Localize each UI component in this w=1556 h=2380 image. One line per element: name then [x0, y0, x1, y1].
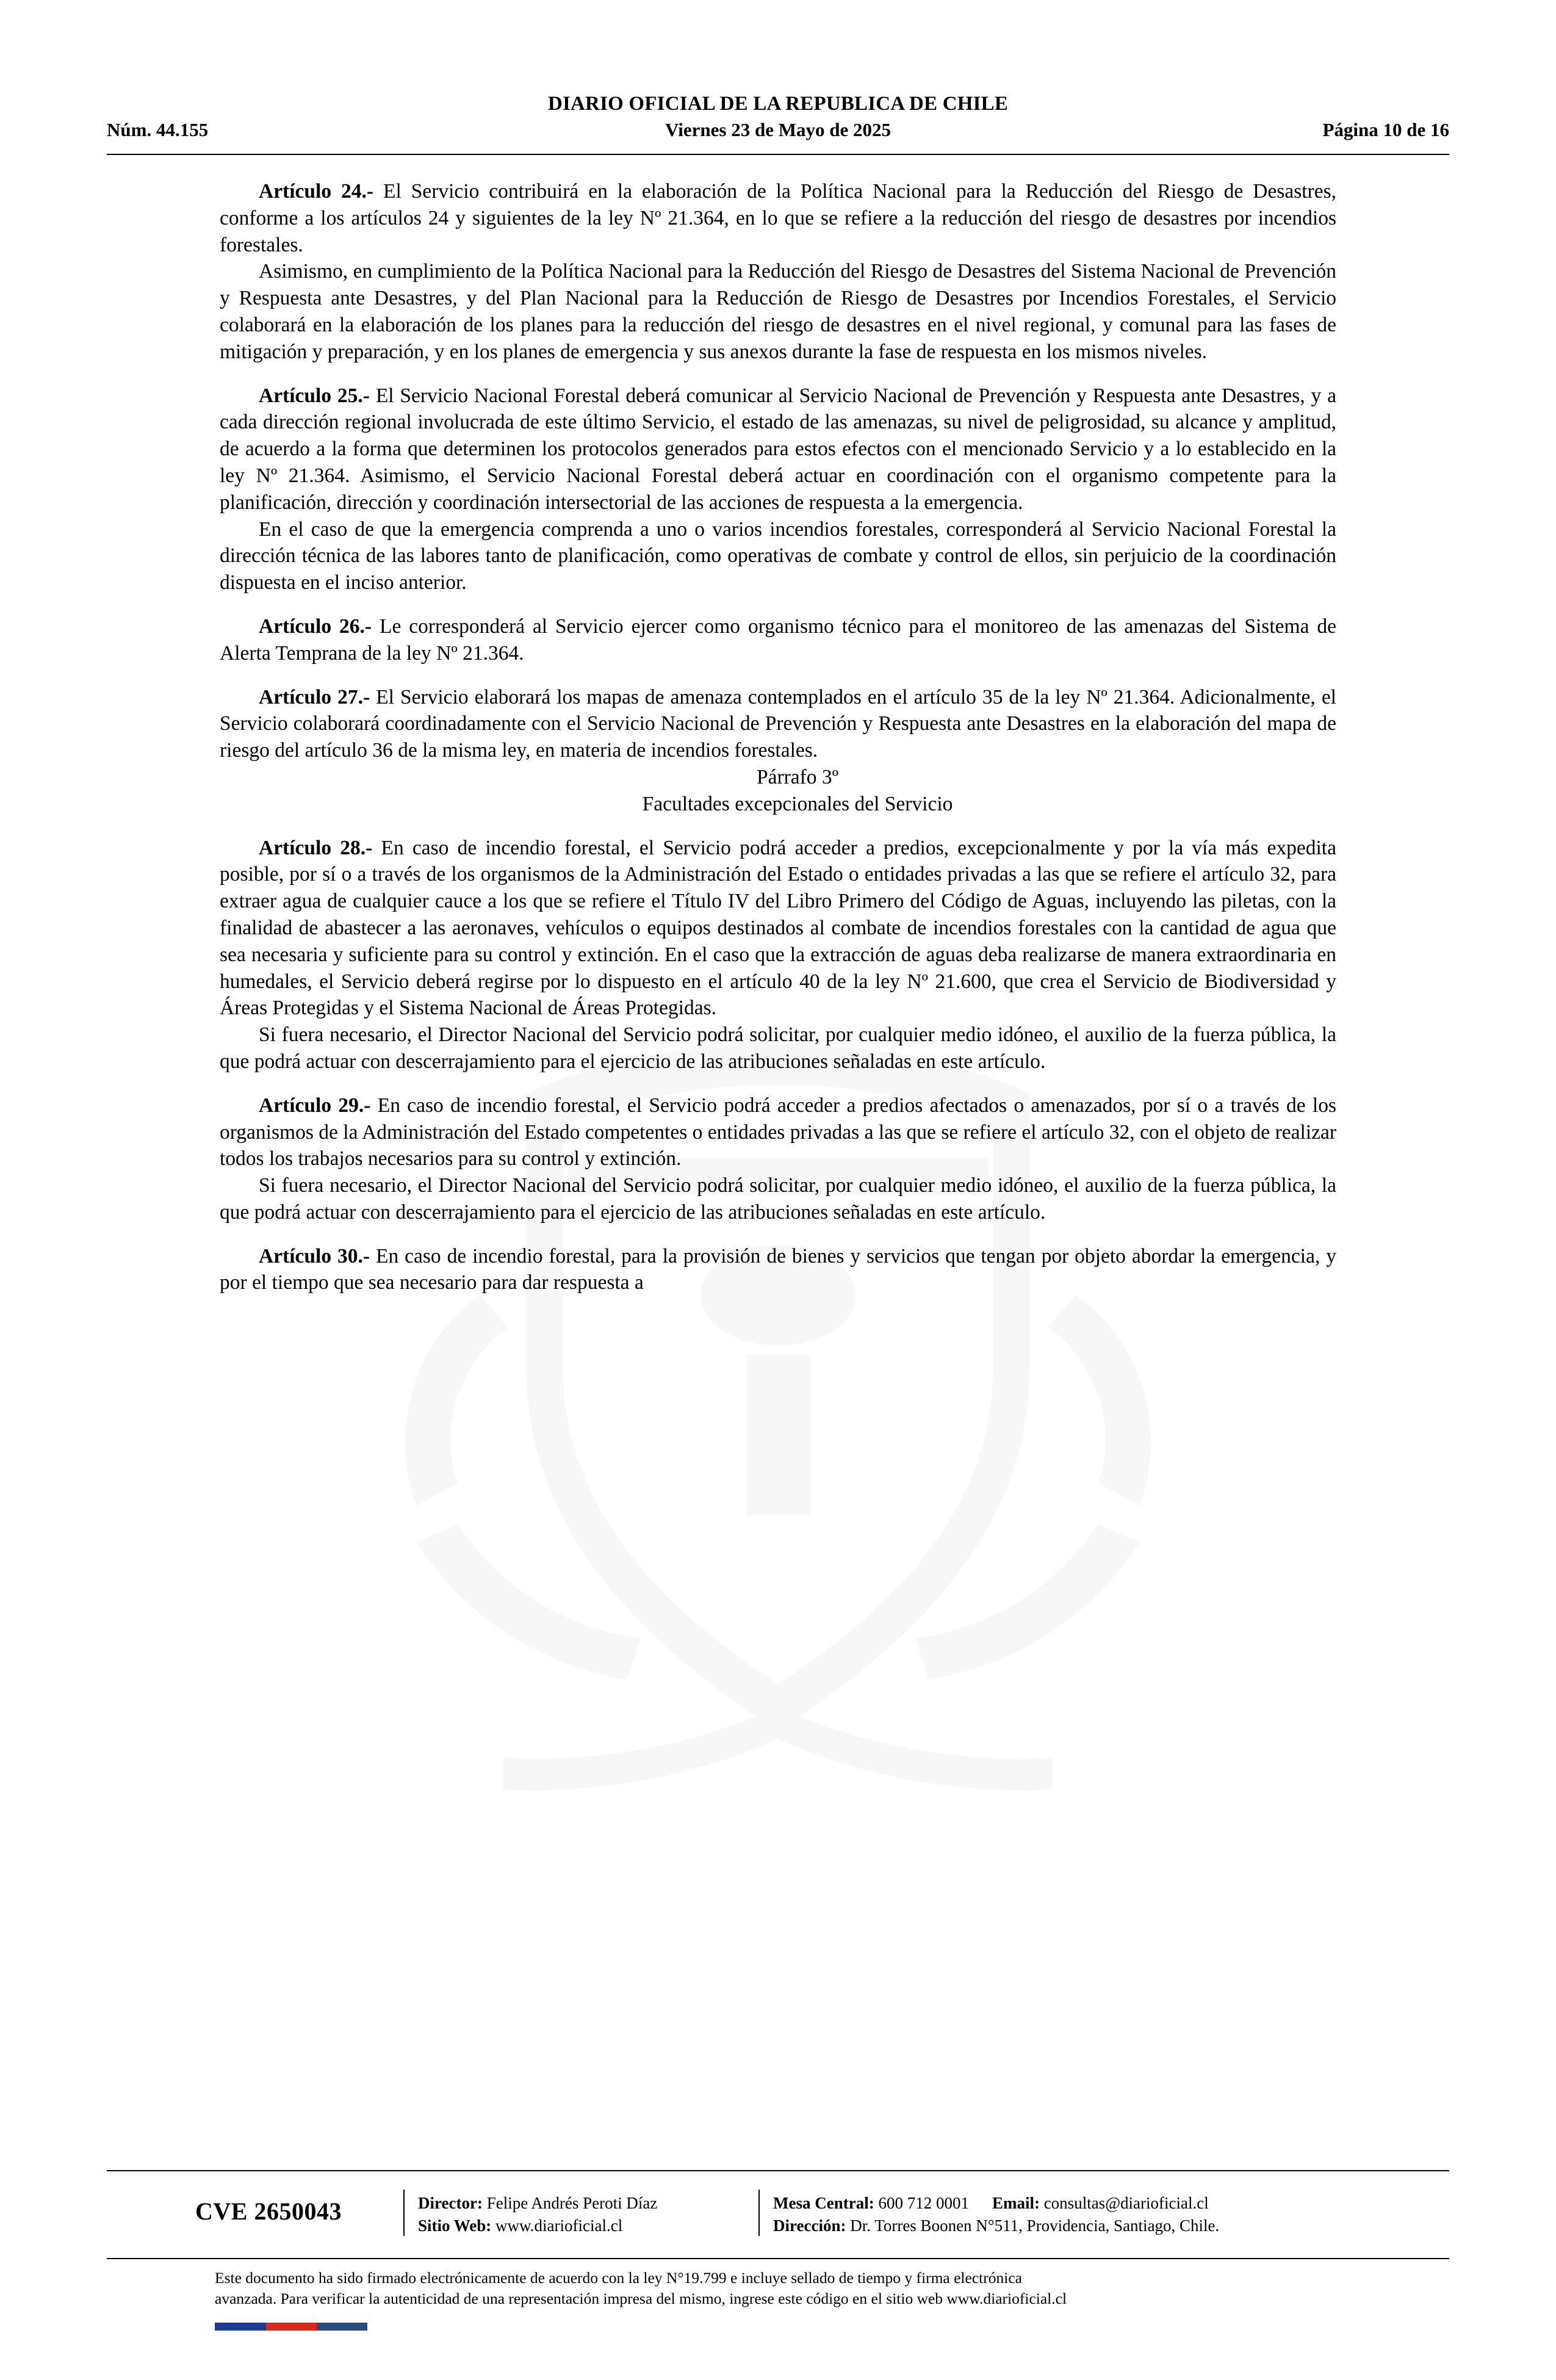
address-label: Dirección: [773, 2216, 846, 2235]
article-28-paragraph-1 [220, 835, 1336, 1022]
address-value: Dr. Torres Boonen N°511, Providencia, Santiago, Chile. [846, 2216, 1220, 2235]
flag-stripe-dark [317, 2323, 367, 2331]
article-29-label: Artículo 29.- [259, 1094, 371, 1117]
footer-mid-divider [107, 2258, 1449, 2259]
article-29-paragraph-2: Si fuera necesario, el Director Nacional del Servicio podrá solicitar, por cualquier medio idóneo, el auxilio de la fuerza pública, la que podrá actuar con descerrajamiento para el ejercicio de las atribuciones señaladas en este artículo. [220, 1174, 1336, 1224]
article-26-label: Artículo 26.- [259, 615, 372, 638]
article-25-text-1: El Servicio Nacional Forestal deberá comunicar al Servicio Nacional de Prevención y Respuesta ante Desastres, y a cada dirección regional involucrada de este último Servicio, el estado de las amenazas, su nivel de peligrosidad, su alcance y amplitud, de acuerdo a la forma que determinen los protocolos generados para estos efectos con el mencionado Servicio y a lo establecido en la ley Nº 21.364. Asimismo, el Servicio Nacional Forestal deberá actuar en coordinación con el organismo competente para la planificación, dirección y coordinación intersectorial de las acciones de respuesta a la emergencia. [220, 384, 1336, 514]
article-30-label: Artículo 30.- [259, 1244, 370, 1268]
footer-divider-2 [758, 2190, 760, 2236]
paragraph-heading-number: Párrafo 3º [756, 765, 839, 788]
mesa-central-value: 600 712 0001 [874, 2194, 969, 2212]
article-25-paragraph-2: En el caso de que la emergencia comprenda a uno o varios incendios forestales, corresponderá al Servicio Nacional Forestal la dirección técnica de las labores tanto de planificación, como operativas de combate y control de ellos, sin perjuicio de la coordinación dispuesta en el inciso anterior. [220, 517, 1336, 594]
page-number: Página 10 de 16 [1322, 119, 1449, 141]
article-27-text-1: El Servicio elaborará los mapas de amenaza contemplados en el artículo 35 de la ley Nº 21.364. Adicionalmente, el Servicio colaborará coordinadamente con el Servicio Nacional de Prevención y Respuesta ante Desastres en la elaboración del mapa de riesgo del artículo 36 de la misma ley, en materia de incendios forestales. [220, 685, 1336, 762]
email-value[interactable]: consultas@diarioficial.cl [1039, 2194, 1209, 2212]
article-26-text-1: Le corresponderá al Servicio ejercer como organismo técnico para el monitoreo de las amenazas del Sistema de Alerta Temprana de la ley Nº 21.364. [220, 615, 1336, 665]
site-value[interactable]: www.diarioficial.cl [491, 2216, 623, 2235]
issue-number: Núm. 44.155 [107, 119, 209, 141]
page-footer [107, 2183, 1449, 2257]
footer-top-divider [107, 2170, 1449, 2171]
article-26-paragraph-1 [220, 613, 1336, 667]
article-29-text-1: En caso de incendio forestal, el Servicio podrá acceder a predios afectados o amenazados, por sí o a través de los organismos de la Administración del Estado competentes o entidades privadas a las que se refiere el artículo 32, con el objeto de realizar todos los trabajos necesarios para su control y extinción. [220, 1094, 1336, 1170]
article-24-label: Artículo 24.- [259, 180, 374, 203]
footer-address-line [773, 2215, 1219, 2237]
article-30-paragraph-1 [220, 1243, 1336, 1297]
flag-stripe-blue [215, 2323, 266, 2331]
chile-flag-stripe [215, 2323, 367, 2331]
footer-divider-1 [403, 2190, 405, 2236]
publication-date: Viernes 23 de Mayo de 2025 [665, 119, 891, 141]
header-meta-row [107, 119, 1449, 143]
electronic-signature-notice [215, 2268, 1344, 2309]
article-25-paragraph-1 [220, 383, 1336, 516]
article-30-text-1: En caso de incendio forestal, para la provisión de bienes y servicios que tengan por objeto abordar la emergencia, y por el tiempo que sea necesario para dar respuesta a [220, 1244, 1336, 1294]
article-24-paragraph-1 [220, 178, 1336, 258]
document-body [220, 178, 1336, 1296]
director-label: Director: [418, 2194, 483, 2212]
flag-stripe-red [266, 2323, 317, 2331]
article-27-label: Artículo 27.- [259, 685, 370, 709]
header-divider [107, 154, 1449, 155]
article-24-paragraph-2: Asimismo, en cumplimiento de la Política Nacional para la Reducción del Riesgo de Desastres del Sistema Nacional de Prevención y Respuesta ante Desastres, y del Plan Nacional para la Reducción de Riesgo de Desastres por Incendios Forestales, el Servicio colaborará en la elaboración de los planes para la reducción del riesgo de desastres en el nivel regional, y comunal para las fases de mitigación y preparación, y en los planes de emergencia y sus anexos durante la fase de respuesta en los mismos niveles. [220, 260, 1336, 363]
footer-column-contact [773, 2192, 1219, 2237]
article-29-paragraph-1 [220, 1092, 1336, 1172]
article-27-paragraph-1 [220, 684, 1336, 764]
article-24-text-1: El Servicio contribuirá en la elaboración de la Política Nacional para la Reducción del Riesgo de Desastres, conforme a los artículos 24 y siguientes de la ley Nº 21.364, en lo que se refiere a la reducción del riesgo de desastres por incendios forestales. [220, 180, 1336, 256]
footer-column-director [418, 2192, 657, 2237]
legal-line-2: avanzada. Para verificar la autenticidad de una representación impresa del mismo, ingrese este código en el sitio web www.diarioficial.cl [215, 2290, 1067, 2307]
paragraph-heading-title: Facultades excepcionales del Servicio [642, 792, 953, 815]
publication-title: DIARIO OFICIAL DE LA REPUBLICA DE CHILE [547, 93, 1009, 115]
site-label: Sitio Web: [418, 2216, 492, 2235]
mesa-central-label: Mesa Central: [773, 2194, 874, 2212]
email-label: Email: [992, 2194, 1040, 2212]
cve-code: CVE 2650043 [195, 2198, 342, 2225]
footer-director-line [418, 2192, 657, 2215]
footer-mesa-line [773, 2192, 1219, 2215]
article-25-label: Artículo 25.- [259, 384, 370, 407]
article-28-label: Artículo 28.- [259, 836, 373, 859]
article-28-paragraph-2: Si fuera necesario, el Director Nacional del Servicio podrá solicitar, por cualquier medio idóneo, el auxilio de la fuerza pública, la que podrá actuar con descerrajamiento para el ejercicio de las atribuciones señaladas en este artículo. [220, 1023, 1336, 1073]
footer-site-line [418, 2215, 657, 2237]
article-28-text-1: En caso de incendio forestal, el Servicio podrá acceder a predios, excepcionalmente y por la vía más expedita posible, por sí o a través de los organismos de la Administración del Estado o entidades privadas a las que se refiere el artículo 32, para extraer agua de cualquier cauce a los que se refiere el Título IV del Libro Primero del Código de Aguas, incluyendo las piletas, con la finalidad de abastecer a las aeronaves, vehículos o equipos destinados al combate de incendios forestales con la cantidad de agua que sea necesaria y suficiente para su control y extinción. En el caso que la extracción de aguas deba realizarse de manera extraordinaria en humedales, el Servicio deberá regirse por lo dispuesto en el artículo 40 de la ley Nº 21.600, que crea el Servicio de Biodiversidad y Áreas Protegidas y el Sistema Nacional de Áreas Protegidas. [220, 836, 1336, 1020]
page-header [107, 92, 1449, 143]
director-value: Felipe Andrés Peroti Díaz [482, 2194, 658, 2212]
legal-line-1: Este documento ha sido firmado electrónicamente de acuerdo con la ley N°19.799 e incluye sellado de tiempo y firma electrónica [215, 2269, 1022, 2287]
